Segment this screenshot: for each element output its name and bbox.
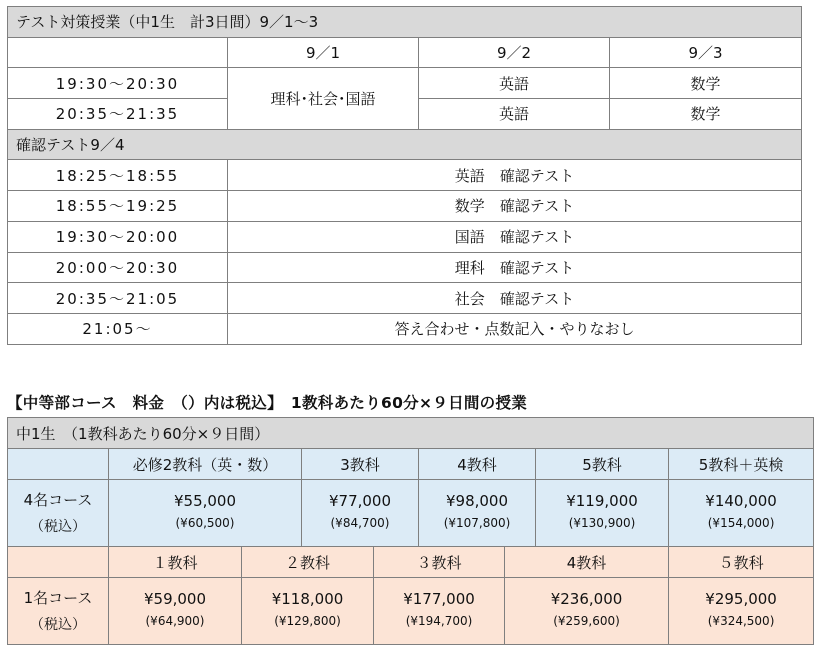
group4-tax-price: (¥84,700) bbox=[302, 513, 419, 547]
fee-heading: 【中等部コース 料金 （）内は税込】 1教科あたり60分×９日間の授業 bbox=[7, 394, 528, 412]
group4-tax-price: (¥154,000) bbox=[669, 513, 814, 547]
single-header: ３教科 bbox=[374, 547, 505, 578]
group4-label: 4名コース bbox=[8, 480, 109, 514]
confirm-row bbox=[8, 252, 802, 283]
confirm-subject: 社会 確認テスト bbox=[228, 283, 802, 314]
confirm-row bbox=[8, 221, 802, 252]
group4-header: 3教科 bbox=[302, 449, 419, 480]
group4-price: ¥119,000 bbox=[536, 480, 669, 514]
group4-header-row bbox=[8, 449, 814, 480]
group4-price: ¥77,000 bbox=[302, 480, 419, 514]
confirm-subject: 数学 確認テスト bbox=[228, 191, 802, 222]
group4-header: 必修2教科（英・数） bbox=[109, 449, 302, 480]
group4-header: 4教科 bbox=[419, 449, 536, 480]
date-header: 9／1 bbox=[228, 37, 419, 68]
single-label: 1名コース bbox=[8, 578, 109, 612]
single-price: ¥236,000 bbox=[505, 578, 669, 612]
test-schedule-title: テスト対策授業（中1生 計3日間）9／1～3 bbox=[8, 7, 802, 38]
confirm-test-title-row bbox=[8, 129, 802, 160]
single-tax-price: (¥64,900) bbox=[109, 611, 242, 645]
confirm-row bbox=[8, 191, 802, 222]
single-tax-label: （税込） bbox=[8, 611, 109, 645]
confirm-subject: 答え合わせ・点数記入・やりなおし bbox=[228, 313, 802, 344]
fee-section-title: 中1生 （1教科あたり60分×９日間） bbox=[8, 418, 814, 449]
single-price: ¥118,000 bbox=[242, 578, 374, 612]
confirm-row bbox=[8, 160, 802, 191]
time-cell: 19:30～20:00 bbox=[8, 221, 228, 252]
confirm-subject: 国語 確認テスト bbox=[228, 221, 802, 252]
group4-price-row bbox=[8, 480, 814, 514]
time-cell: 20:00～20:30 bbox=[8, 252, 228, 283]
subject-cell: 数学 bbox=[610, 68, 802, 99]
group4-header: 5教科 bbox=[536, 449, 669, 480]
date-header: 9／3 bbox=[610, 37, 802, 68]
subject-cell: 数学 bbox=[610, 99, 802, 130]
single-header: 4教科 bbox=[505, 547, 669, 578]
single-price-row bbox=[8, 578, 814, 612]
test-schedule-title-row bbox=[8, 7, 802, 38]
schedule-row bbox=[8, 68, 802, 99]
group4-header: 5教科＋英検 bbox=[669, 449, 814, 480]
single-price: ¥295,000 bbox=[669, 578, 814, 612]
group4-price: ¥98,000 bbox=[419, 480, 536, 514]
confirm-test-title: 確認テスト9／4 bbox=[8, 129, 802, 160]
confirm-subject: 理科 確認テスト bbox=[228, 252, 802, 283]
time-cell: 20:35～21:35 bbox=[8, 99, 228, 130]
empty-cell bbox=[8, 449, 109, 480]
confirm-subject: 英語 確認テスト bbox=[228, 160, 802, 191]
single-tax-price: (¥259,600) bbox=[505, 611, 669, 645]
single-price: ¥59,000 bbox=[109, 578, 242, 612]
group4-tax-price: (¥107,800) bbox=[419, 513, 536, 547]
group4-tax-label: （税込） bbox=[8, 513, 109, 547]
subject-cell: 英語 bbox=[419, 99, 610, 130]
test-schedule-table bbox=[7, 6, 802, 345]
single-header: ５教科 bbox=[669, 547, 814, 578]
day1-subjects: 理科･社会･国語 bbox=[228, 68, 419, 129]
single-tax-row bbox=[8, 611, 814, 645]
time-cell: 19:30～20:30 bbox=[8, 68, 228, 99]
single-price: ¥177,000 bbox=[374, 578, 505, 612]
group4-price: ¥140,000 bbox=[669, 480, 814, 514]
single-tax-price: (¥324,500) bbox=[669, 611, 814, 645]
subject-cell: 英語 bbox=[419, 68, 610, 99]
date-header: 9／2 bbox=[419, 37, 610, 68]
single-header: １教科 bbox=[109, 547, 242, 578]
single-tax-price: (¥129,800) bbox=[242, 611, 374, 645]
date-header-row bbox=[8, 37, 802, 68]
single-header: ２教科 bbox=[242, 547, 374, 578]
group4-tax-price: (¥60,500) bbox=[109, 513, 302, 547]
time-cell: 18:55～19:25 bbox=[8, 191, 228, 222]
empty-cell bbox=[8, 37, 228, 68]
single-header-row bbox=[8, 547, 814, 578]
empty-cell bbox=[8, 547, 109, 578]
group4-tax-price: (¥130,900) bbox=[536, 513, 669, 547]
time-cell: 20:35～21:05 bbox=[8, 283, 228, 314]
time-cell: 21:05～ bbox=[8, 313, 228, 344]
group4-tax-row bbox=[8, 513, 814, 547]
fee-table bbox=[7, 417, 814, 645]
confirm-row bbox=[8, 283, 802, 314]
fee-section-title-row bbox=[8, 418, 814, 449]
group4-price: ¥55,000 bbox=[109, 480, 302, 514]
confirm-row bbox=[8, 313, 802, 344]
single-tax-price: (¥194,700) bbox=[374, 611, 505, 645]
time-cell: 18:25～18:55 bbox=[8, 160, 228, 191]
